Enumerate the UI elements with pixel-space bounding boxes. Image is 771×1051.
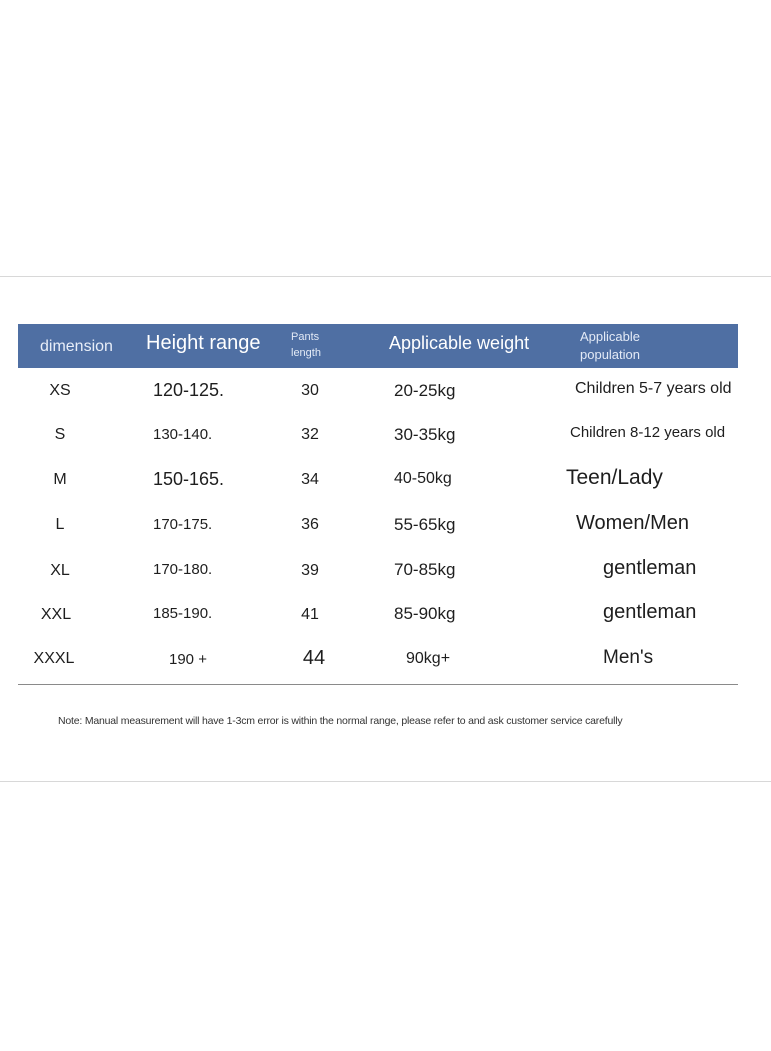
size-cell: XXL xyxy=(40,606,72,623)
table-row xyxy=(18,458,738,502)
height-cell: 185-190. xyxy=(153,605,213,622)
size-cell: XS xyxy=(49,382,71,399)
pants-cell: 30 xyxy=(301,382,319,399)
size-cell: M xyxy=(53,471,67,488)
header-height-range: Height range xyxy=(146,332,261,354)
size-cell: XL xyxy=(50,562,70,579)
size-cell: XXXL xyxy=(33,650,75,667)
header-pop-line2: population xyxy=(580,347,640,362)
population-cell: gentleman xyxy=(603,601,697,623)
height-cell: 150-165. xyxy=(153,469,225,489)
header-dimension: dimension xyxy=(40,338,113,355)
height-cell: 120-125. xyxy=(153,380,225,400)
weight-cell: 20-25kg xyxy=(394,381,456,400)
pants-cell: 34 xyxy=(301,471,319,488)
population-cell: gentleman xyxy=(603,557,697,579)
header-pop-line1: Applicable xyxy=(580,329,640,344)
height-cell: 190 + xyxy=(169,651,207,668)
weight-cell: 30-35kg xyxy=(394,425,456,444)
pants-cell: 39 xyxy=(301,562,319,579)
header-applicable-population xyxy=(580,328,640,364)
pants-cell: 44 xyxy=(302,647,326,669)
table-row xyxy=(18,640,738,684)
size-cell: S xyxy=(54,426,66,443)
weight-cell: 70-85kg xyxy=(394,560,456,579)
table-row xyxy=(18,413,738,457)
population-cell: Teen/Lady xyxy=(566,466,663,489)
top-divider xyxy=(0,276,771,277)
table-bottom-border xyxy=(18,684,738,685)
table-row xyxy=(18,548,738,592)
population-cell: Children 5-7 years old xyxy=(575,380,732,397)
population-cell: Women/Men xyxy=(576,512,690,534)
size-chart-table xyxy=(18,324,738,684)
height-cell: 170-175. xyxy=(153,516,213,533)
height-cell: 170-180. xyxy=(153,561,213,578)
population-cell: Children 8-12 years old xyxy=(570,424,726,441)
weight-cell: 55-65kg xyxy=(394,515,456,534)
size-cell: L xyxy=(55,516,65,533)
table-row xyxy=(18,503,738,547)
header-pants-line1: Pants xyxy=(291,331,320,343)
table-body xyxy=(18,368,738,684)
table-row xyxy=(18,368,738,412)
measurement-note: Note: Manual measurement will have 1-3cm error is within the normal range, please refer to and ask customer service carefully xyxy=(58,715,623,727)
pants-cell: 41 xyxy=(301,606,319,623)
population-cell: Men's xyxy=(603,647,654,668)
table-header xyxy=(18,324,738,368)
bottom-divider xyxy=(0,781,771,782)
weight-cell: 90kg+ xyxy=(406,650,451,667)
pants-cell: 36 xyxy=(301,516,319,533)
height-cell: 130-140. xyxy=(153,426,213,443)
table-row xyxy=(18,593,738,637)
weight-cell: 40-50kg xyxy=(394,470,452,487)
weight-cell: 85-90kg xyxy=(394,604,456,623)
header-pants-length xyxy=(291,329,321,361)
header-applicable-weight: Applicable weight xyxy=(389,333,530,353)
header-pants-line2: length xyxy=(291,347,321,359)
pants-cell: 32 xyxy=(301,426,319,443)
